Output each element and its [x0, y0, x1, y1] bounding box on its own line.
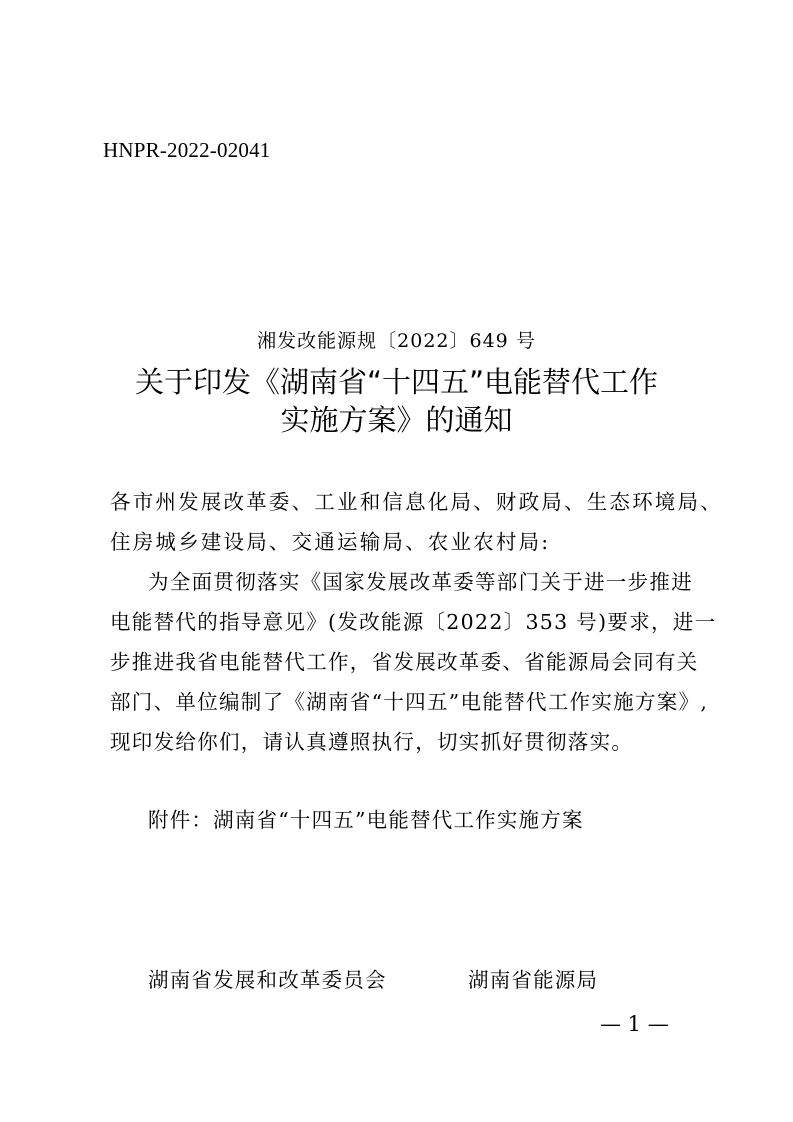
attachment-note: 附件：湖南省“十四五”电能替代工作实施方案 — [148, 808, 584, 832]
document-title-line-1: 关于印发《湖南省“十四五”电能替代工作 — [134, 365, 659, 399]
paragraph-line-3: 步推进我省电能替代工作，省发展改革委、省能源局会同有关 — [110, 650, 699, 674]
document-code: HNPR-2022-02041 — [103, 138, 271, 162]
signer-development-reform-commission: 湖南省发展和改革委员会 — [148, 968, 387, 992]
signer-energy-bureau: 湖南省能源局 — [468, 968, 599, 992]
paragraph-line-1: 为全面贯彻落实《国家发展改革委等部门关于进一步推进 — [148, 570, 693, 594]
addressee-line-1: 各市州发展改革委、工业和信息化局、财政局、生态环境局、 — [110, 490, 723, 514]
paragraph-line-2: 电能替代的指导意见》(发改能源〔2022〕353 号)要求，进一 — [110, 610, 717, 634]
page-number: — 1 — — [600, 1012, 669, 1036]
paragraph-line-4: 部门、单位编制了《湖南省“十四五”电能替代工作实施方案》, — [110, 690, 709, 714]
document-title-line-2: 实施方案》的通知 — [280, 403, 513, 437]
addressee-line-2: 住房城乡建设局、交通运输局、农业农村局: — [110, 530, 551, 554]
document-number: 湘发改能源规〔2022〕649 号 — [257, 330, 536, 352]
paragraph-line-5: 现印发给你们，请认真遵照执行，切实抓好贯彻落实。 — [110, 730, 634, 754]
